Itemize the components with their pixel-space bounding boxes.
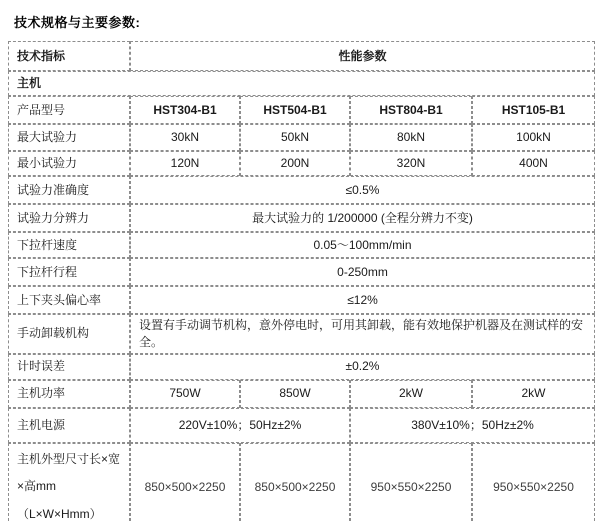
row-value: 120N — [130, 151, 240, 176]
row-value: 200N — [240, 151, 350, 176]
header-indicator-cell: 技术指标 — [8, 41, 130, 71]
page-title: 技术规格与主要参数: — [14, 15, 141, 30]
row-value: 50kN — [240, 124, 350, 151]
row-value: 850×500×2250 — [130, 443, 240, 521]
table-row-dimensions — [8, 443, 595, 521]
row-value: 设置有手动调节机构，意外停电时，可用其卸载，能有效地保护机器及在测试样的安全。 — [130, 314, 595, 354]
row-label: 试验力准确度 — [8, 176, 130, 204]
table-header-row — [8, 41, 595, 71]
row-value: 80kN — [350, 124, 472, 151]
row-value: 400N — [472, 151, 595, 176]
row-label: 试验力分辨力 — [8, 204, 130, 232]
row-value: 30kN — [130, 124, 240, 151]
row-value: 750W — [130, 380, 240, 408]
row-value: 380V±10%；50Hz±2% — [350, 408, 595, 443]
header-parameter-cell: 性能参数 — [130, 41, 595, 71]
row-label: 主机功率 — [8, 380, 130, 408]
row-value: 950×550×2250 — [350, 443, 472, 521]
table-row-rod-speed — [8, 232, 595, 258]
table-row-power — [8, 380, 595, 408]
row-value: 0-250mm — [130, 258, 595, 286]
row-label: 计时误差 — [8, 354, 130, 380]
row-label: 下拉杆行程 — [8, 258, 130, 286]
row-value: HST304-B1 — [130, 96, 240, 124]
row-value: 220V±10%；50Hz±2% — [130, 408, 350, 443]
table-row-force-accuracy — [8, 176, 595, 204]
row-value: 0.05～100mm/min — [130, 232, 595, 258]
section-label-cell: 主机 — [8, 71, 595, 96]
row-value: 850×500×2250 — [240, 443, 350, 521]
section-row — [8, 71, 595, 96]
row-label: 主机电源 — [8, 408, 130, 443]
table-row-model — [8, 96, 595, 124]
row-value: ±0.2% — [130, 354, 595, 380]
row-value: 2kW — [472, 380, 595, 408]
table-row-force-resolution — [8, 204, 595, 232]
table-row-power-supply — [8, 408, 595, 443]
row-label: 最小试验力 — [8, 151, 130, 176]
row-label: 下拉杆速度 — [8, 232, 130, 258]
row-value: 950×550×2250 — [472, 443, 595, 521]
table-row-min-force — [8, 151, 595, 176]
row-value: HST105-B1 — [472, 96, 595, 124]
row-value: 100kN — [472, 124, 595, 151]
row-value: ≤12% — [130, 286, 595, 314]
table-row-max-force — [8, 124, 595, 151]
row-value: HST804-B1 — [350, 96, 472, 124]
table-row-timing-error — [8, 354, 595, 380]
row-value: 2kW — [350, 380, 472, 408]
row-label: 上下夹头偏心率 — [8, 286, 130, 314]
row-label: 手动卸载机构 — [8, 314, 130, 354]
table-row-eccentricity — [8, 286, 595, 314]
row-value: 最大试验力的 1/200000 (全程分辨力不变) — [130, 204, 595, 232]
table-row-rod-travel — [8, 258, 595, 286]
table-row-manual-unload — [8, 314, 595, 354]
row-label: 主机外型尺寸长×宽×高mm（L×W×Hmm） — [8, 443, 130, 521]
row-value: HST504-B1 — [240, 96, 350, 124]
row-value: 320N — [350, 151, 472, 176]
row-label: 最大试验力 — [8, 124, 130, 151]
spec-table — [8, 41, 595, 521]
row-value: 850W — [240, 380, 350, 408]
row-value: ≤0.5% — [130, 176, 595, 204]
row-label: 产品型号 — [8, 96, 130, 124]
